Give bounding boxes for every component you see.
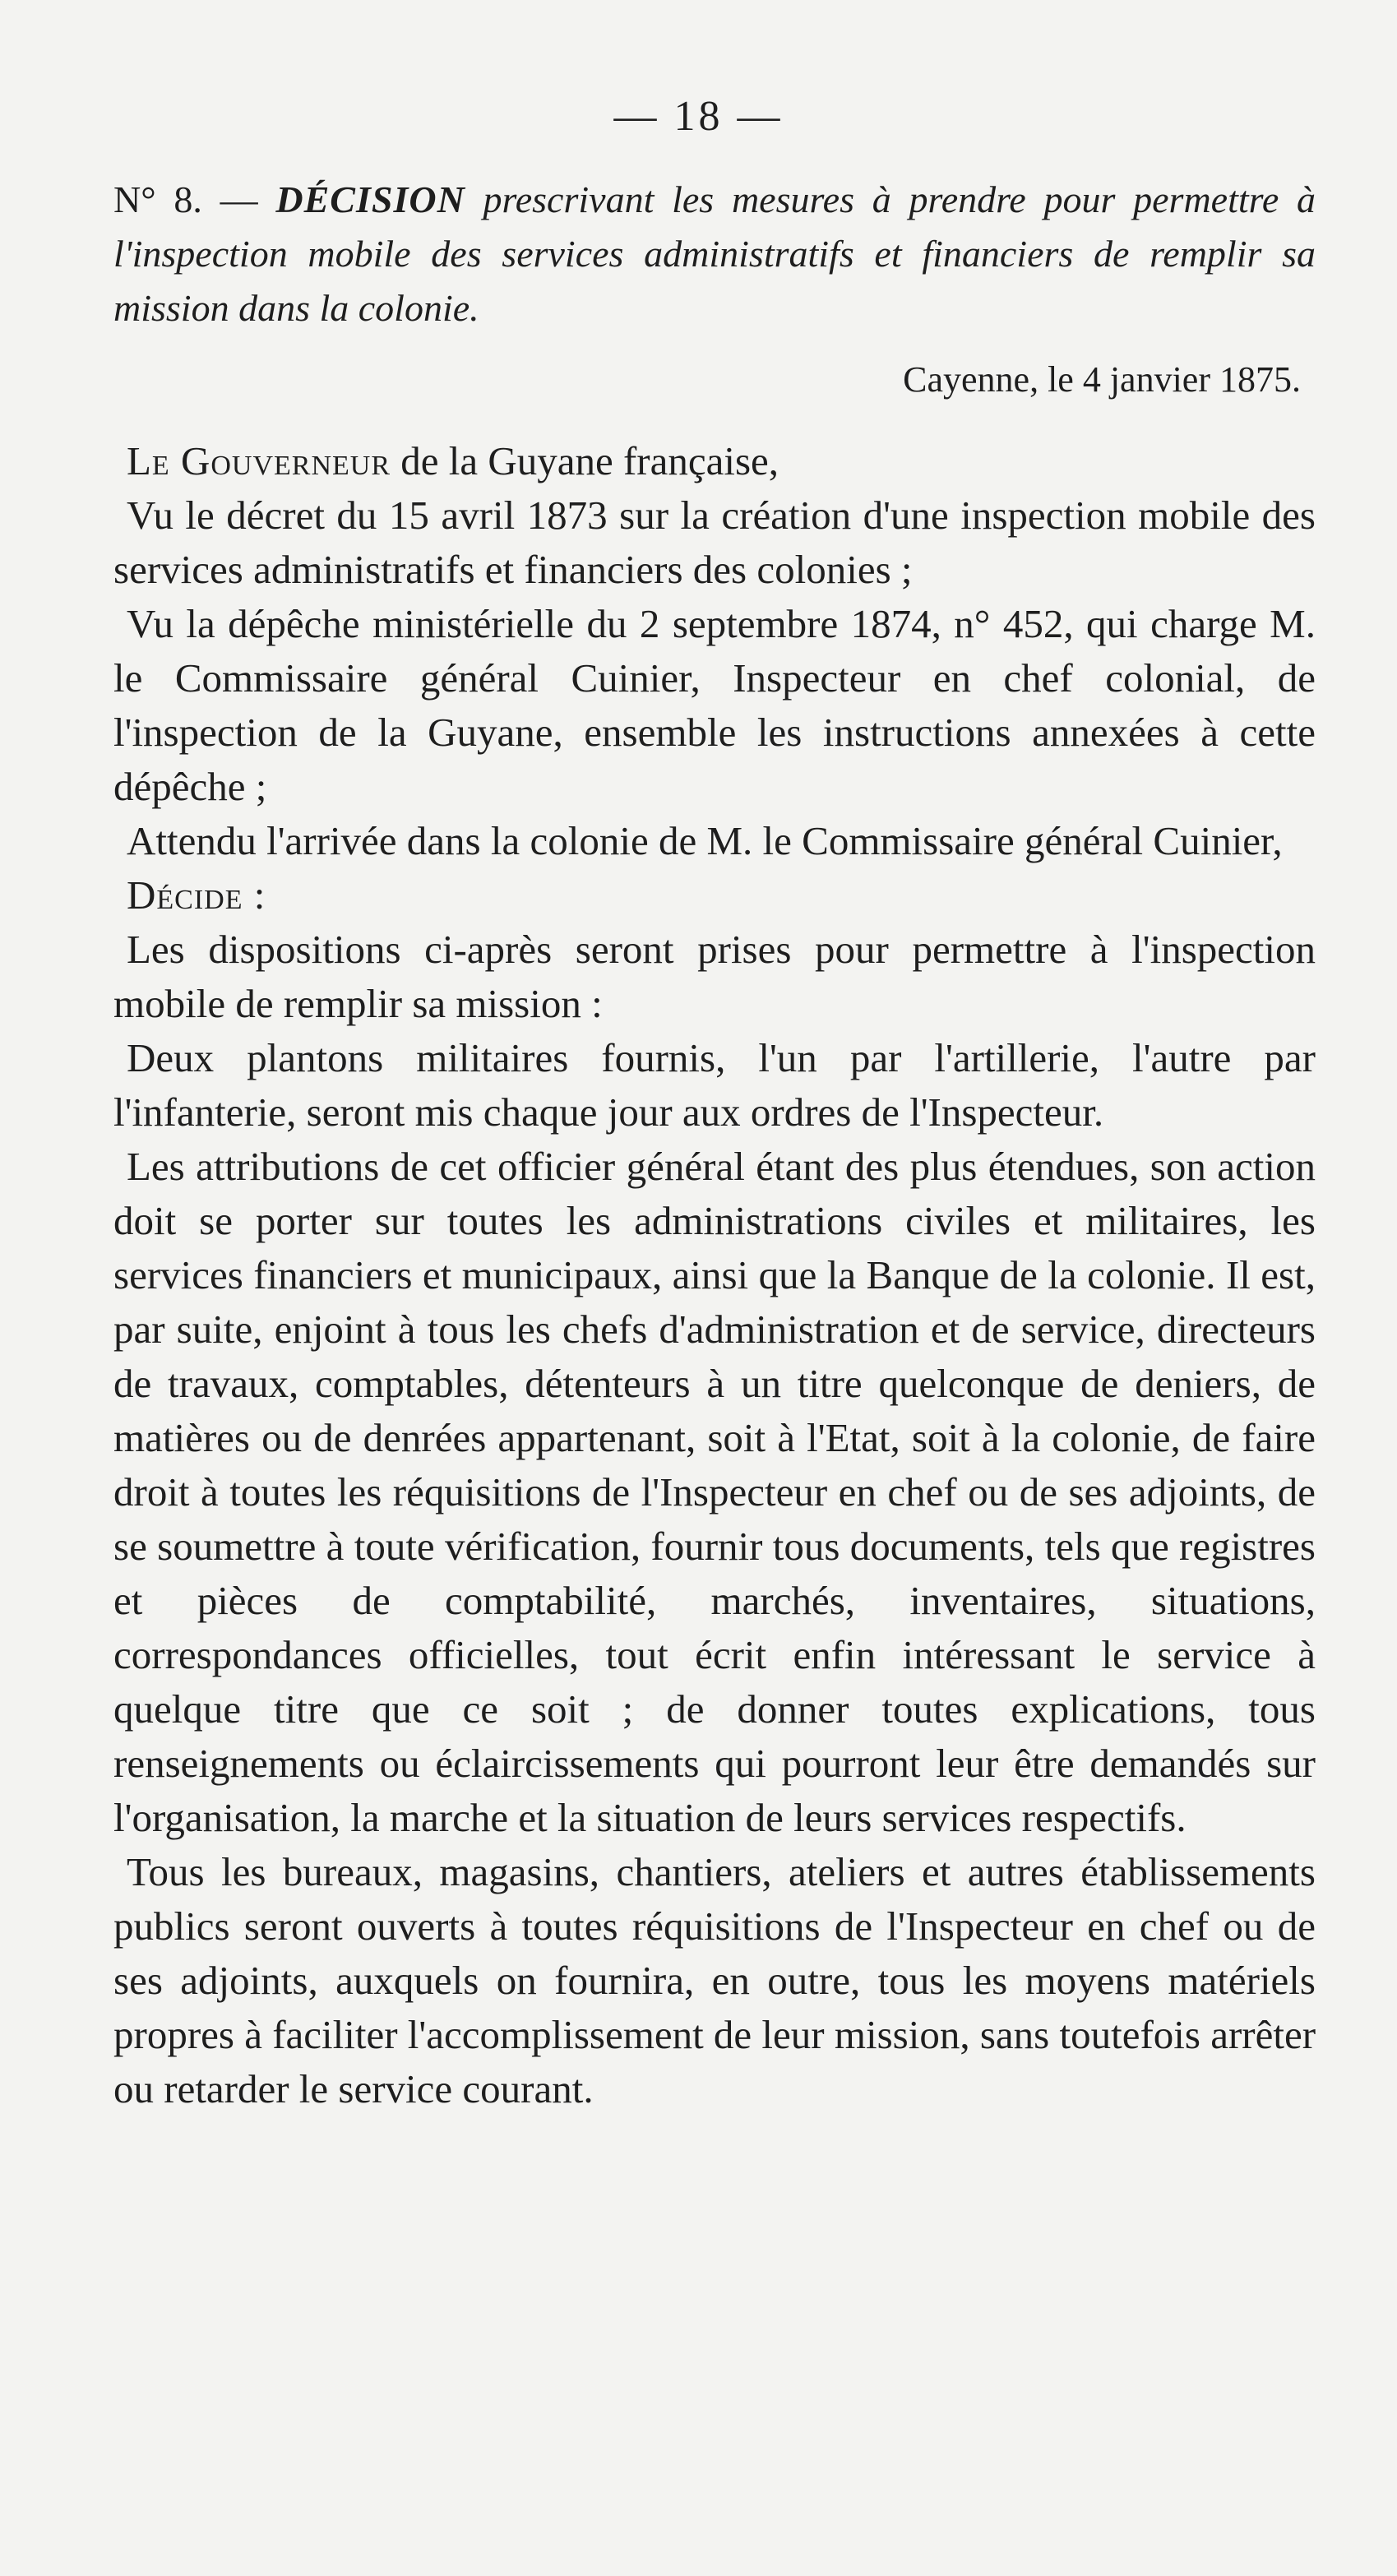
consideration-decree: Vu le décret du 15 avril 1873 sur la création d'une inspection mobile des services administratifs et financiers des colonies ; (113, 493, 1316, 592)
decide-line: Décide : (127, 872, 266, 918)
page-number: — 18 — (613, 93, 784, 140)
decision-number: N° 8. — (113, 178, 258, 220)
consideration-arrival: Attendu l'arrivée dans la colonie de M. le Commissaire général Cuinier, (127, 818, 1283, 863)
place-date: Cayenne, le 4 janvier 1875. (903, 359, 1301, 400)
decision-title: DÉCISION (275, 178, 465, 220)
authority-rest: de la Guyane française, (391, 438, 779, 483)
paragraph-plantons: Deux plantons militaires fournis, l'un par l'artillerie, l'autre par l'infanterie, seront mis chaque jour aux ordres de l'Inspecteur. (113, 1035, 1316, 1135)
decision-heading (113, 173, 1316, 335)
paragraph-dispositions: Les dispositions ci-après seront prises pour permettre à l'inspection mobile de remplir sa mission : (113, 927, 1316, 1026)
paragraph-bureaux: Tous les bureaux, magasins, chantiers, ateliers et autres établissements publics seront ouverts à toutes réquisitions de l'Inspecteur en chef ou de ses adjoints, auxquels on fournira, en outre, tous les moyens matériels propres à faciliter l'accomplissement de leur mission, sans toutefois arrêter ou retarder le service courant. (113, 1849, 1316, 2111)
authority-title: Le Gouverneur (127, 438, 391, 483)
authority-line (113, 434, 1316, 488)
decision-description: prescrivant les mesures à prendre pour permettre à l'inspection mobile des services administratifs et financiers de remplir sa mission dans la colonie. (113, 178, 1316, 329)
paragraph-attributions: Les attributions de cet officier général étant des plus étendues, son action doit se porter sur toutes les administrations civiles et militaires, les services financiers et municipaux, ainsi que la Banque de la colonie. Il est, par suite, enjoint à tous les chefs d'administration et de service, directeurs de travaux, comptables, détenteurs à un titre quelconque de deniers, de matières ou de denrées appartenant, soit à l'Etat, soit à la colonie, de faire droit à toutes les réquisitions de l'Inspecteur en chef ou de ses adjoints, de se soumettre à toute vérification, fournir tous documents, tels que registres et pièces de comptabilité, marchés, inventaires, situations, correspondances officielles, tout écrit enfin intéressant le service à quelque titre que ce soit ; de donner toutes explications, tous renseignements ou éclaircissements qui pourront leur être demandés sur l'organisation, la marche et la situation de leurs services respectifs. (113, 1144, 1316, 1840)
consideration-dispatch: Vu la dépêche ministérielle du 2 septembre 1874, n° 452, qui charge M. le Commissaire général Cuinier, Inspecteur en chef colonial, de l'inspection de la Guyane, ensemble les instructions annexées à cette dépêche ; (113, 601, 1316, 809)
decision-body (113, 434, 1316, 2116)
